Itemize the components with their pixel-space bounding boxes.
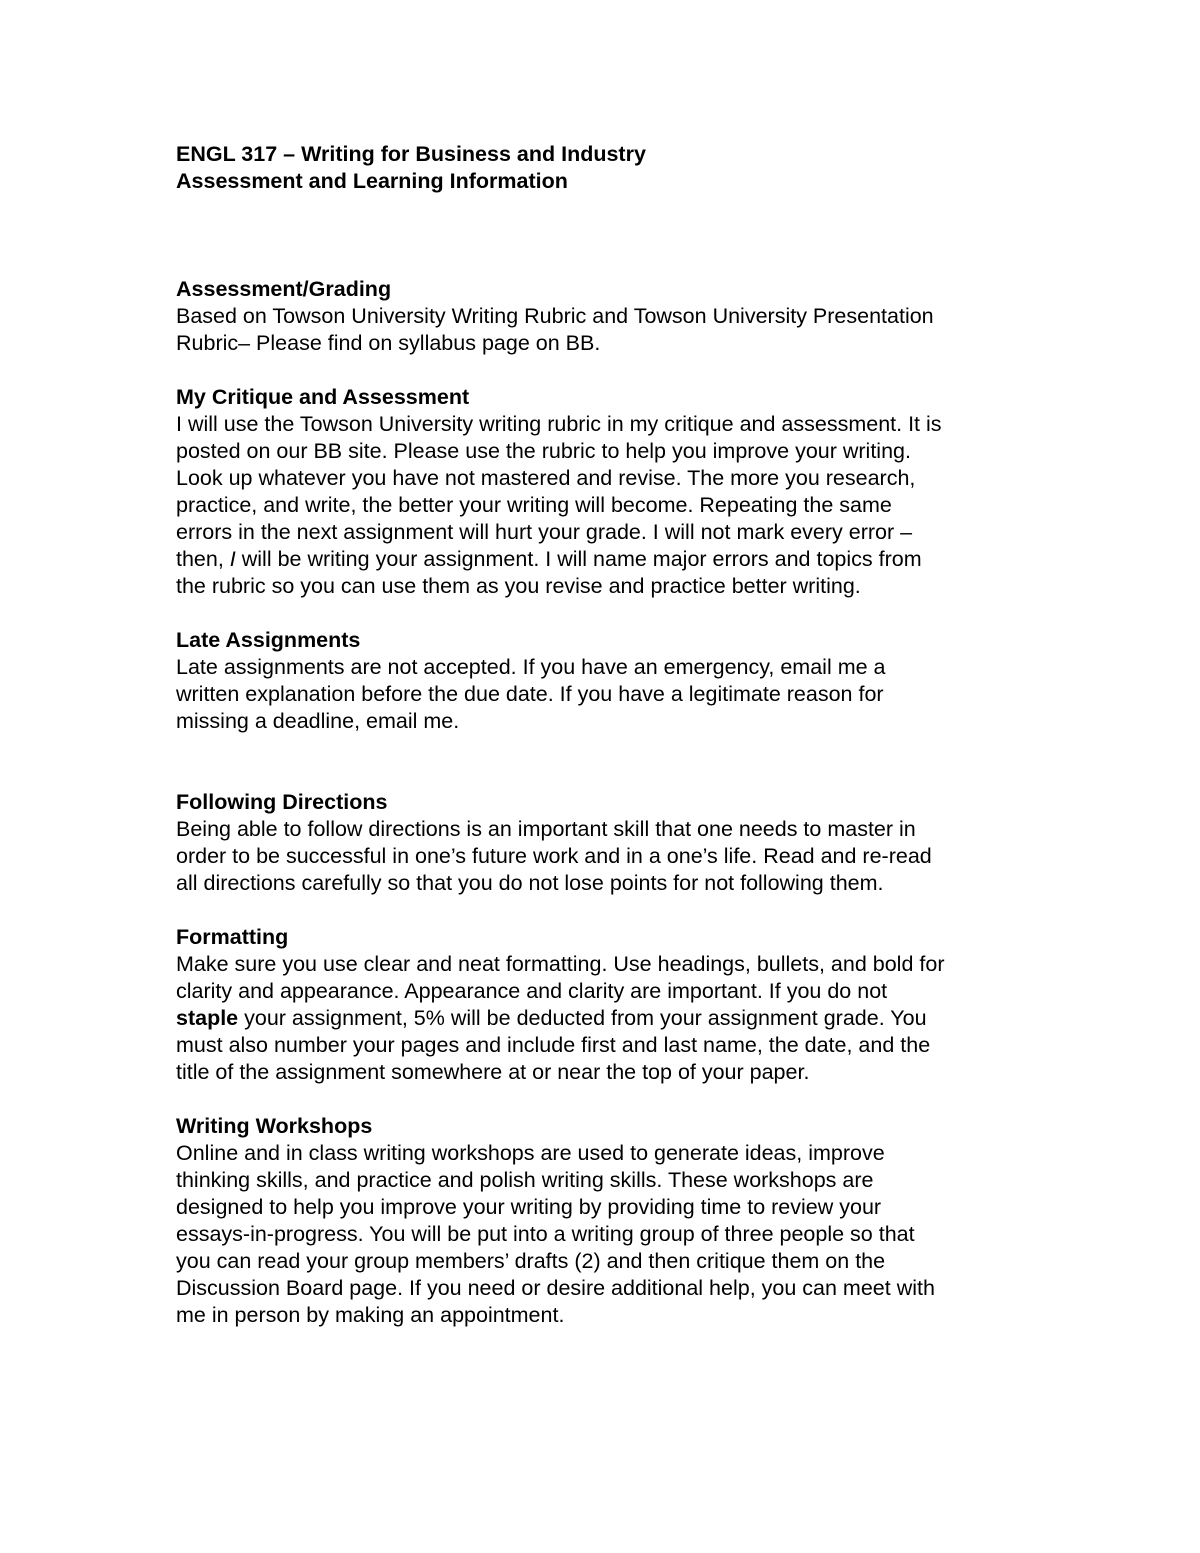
paragraph-line xyxy=(176,546,1036,573)
paragraph-line: you can read your group members’ drafts (2) and then critique them on the xyxy=(176,1249,886,1273)
spacer xyxy=(176,735,1036,789)
paragraph-line: Make sure you use clear and neat formatting. Use headings, bullets, and bold for xyxy=(176,952,945,976)
paragraph-line: Discussion Board page. If you need or desire additional help, you can meet with xyxy=(176,1276,935,1300)
paragraph-line: errors in the next assignment will hurt your grade. I will not mark every error – xyxy=(176,520,913,544)
spacer xyxy=(176,195,1036,276)
paragraph-line: posted on our BB site. Please use the rubric to help you improve your writing. xyxy=(176,439,911,463)
paragraph-line: Based on Towson University Writing Rubric and Towson University Presentation xyxy=(176,304,934,328)
section-critique-assessment xyxy=(176,384,1036,600)
section-writing-workshops xyxy=(176,1113,1036,1329)
section-following-directions xyxy=(176,789,1036,897)
paragraph-line: written explanation before the due date. If you have a legitimate reason for xyxy=(176,682,884,706)
document-page xyxy=(176,141,1036,1329)
paragraph-line xyxy=(176,1005,1036,1032)
section-late-assignments xyxy=(176,627,1036,735)
spacer xyxy=(176,1086,1036,1113)
spacer xyxy=(176,600,1036,627)
paragraph-line: clarity and appearance. Appearance and clarity are important. If you do not xyxy=(176,979,888,1003)
paragraph-line: all directions carefully so that you do not lose points for not following them. xyxy=(176,871,884,895)
paragraph-line: Late assignments are not accepted. If you have an emergency, email me a xyxy=(176,655,886,679)
paragraph-line: must also number your pages and include first and last name, the date, and the xyxy=(176,1033,931,1057)
paragraph-line: me in person by making an appointment. xyxy=(176,1303,565,1327)
text-run: your assignment, 5% will be deducted from your assignment grade. You xyxy=(238,1006,927,1030)
section-heading: Late Assignments xyxy=(176,628,361,652)
paragraph-line: Rubric– Please find on syllabus page on BB. xyxy=(176,331,601,355)
spacer xyxy=(176,357,1036,384)
paragraph-line: essays-in-progress. You will be put into a writing group of three people so that xyxy=(176,1222,915,1246)
paragraph-line: Look up whatever you have not mastered and revise. The more you research, xyxy=(176,466,916,490)
paragraph-line: missing a deadline, email me. xyxy=(176,709,460,733)
paragraph-line: practice, and write, the better your writing will become. Repeating the same xyxy=(176,493,892,517)
section-heading: Writing Workshops xyxy=(176,1114,373,1138)
section-heading: My Critique and Assessment xyxy=(176,385,470,409)
italic-pronoun: I xyxy=(229,547,236,571)
text-run: will be writing your assignment. I will name major errors and topics from xyxy=(235,547,922,571)
paragraph-line: thinking skills, and practice and polish writing skills. These workshops are xyxy=(176,1168,874,1192)
document-subtitle: Assessment and Learning Information xyxy=(176,169,568,193)
document-title: ENGL 317 – Writing for Business and Industry xyxy=(176,142,646,166)
paragraph-line: title of the assignment somewhere at or near the top of your paper. xyxy=(176,1060,810,1084)
paragraph-line: I will use the Towson University writing rubric in my critique and assessment. It is xyxy=(176,412,942,436)
section-assessment-grading xyxy=(176,276,1036,357)
section-heading: Formatting xyxy=(176,925,289,949)
text-run: then, xyxy=(176,547,230,571)
bold-emphasis: staple xyxy=(176,1006,239,1030)
section-heading: Assessment/Grading xyxy=(176,277,392,301)
paragraph-line: order to be successful in one’s future work and in a one’s life. Read and re-read xyxy=(176,844,932,868)
section-heading: Following Directions xyxy=(176,790,388,814)
section-formatting xyxy=(176,924,1036,1086)
paragraph-line: Being able to follow directions is an important skill that one needs to master in xyxy=(176,817,916,841)
paragraph-line: the rubric so you can use them as you revise and practice better writing. xyxy=(176,574,861,598)
paragraph-line: designed to help you improve your writing by providing time to review your xyxy=(176,1195,882,1219)
spacer xyxy=(176,897,1036,924)
paragraph-line: Online and in class writing workshops are used to generate ideas, improve xyxy=(176,1141,885,1165)
